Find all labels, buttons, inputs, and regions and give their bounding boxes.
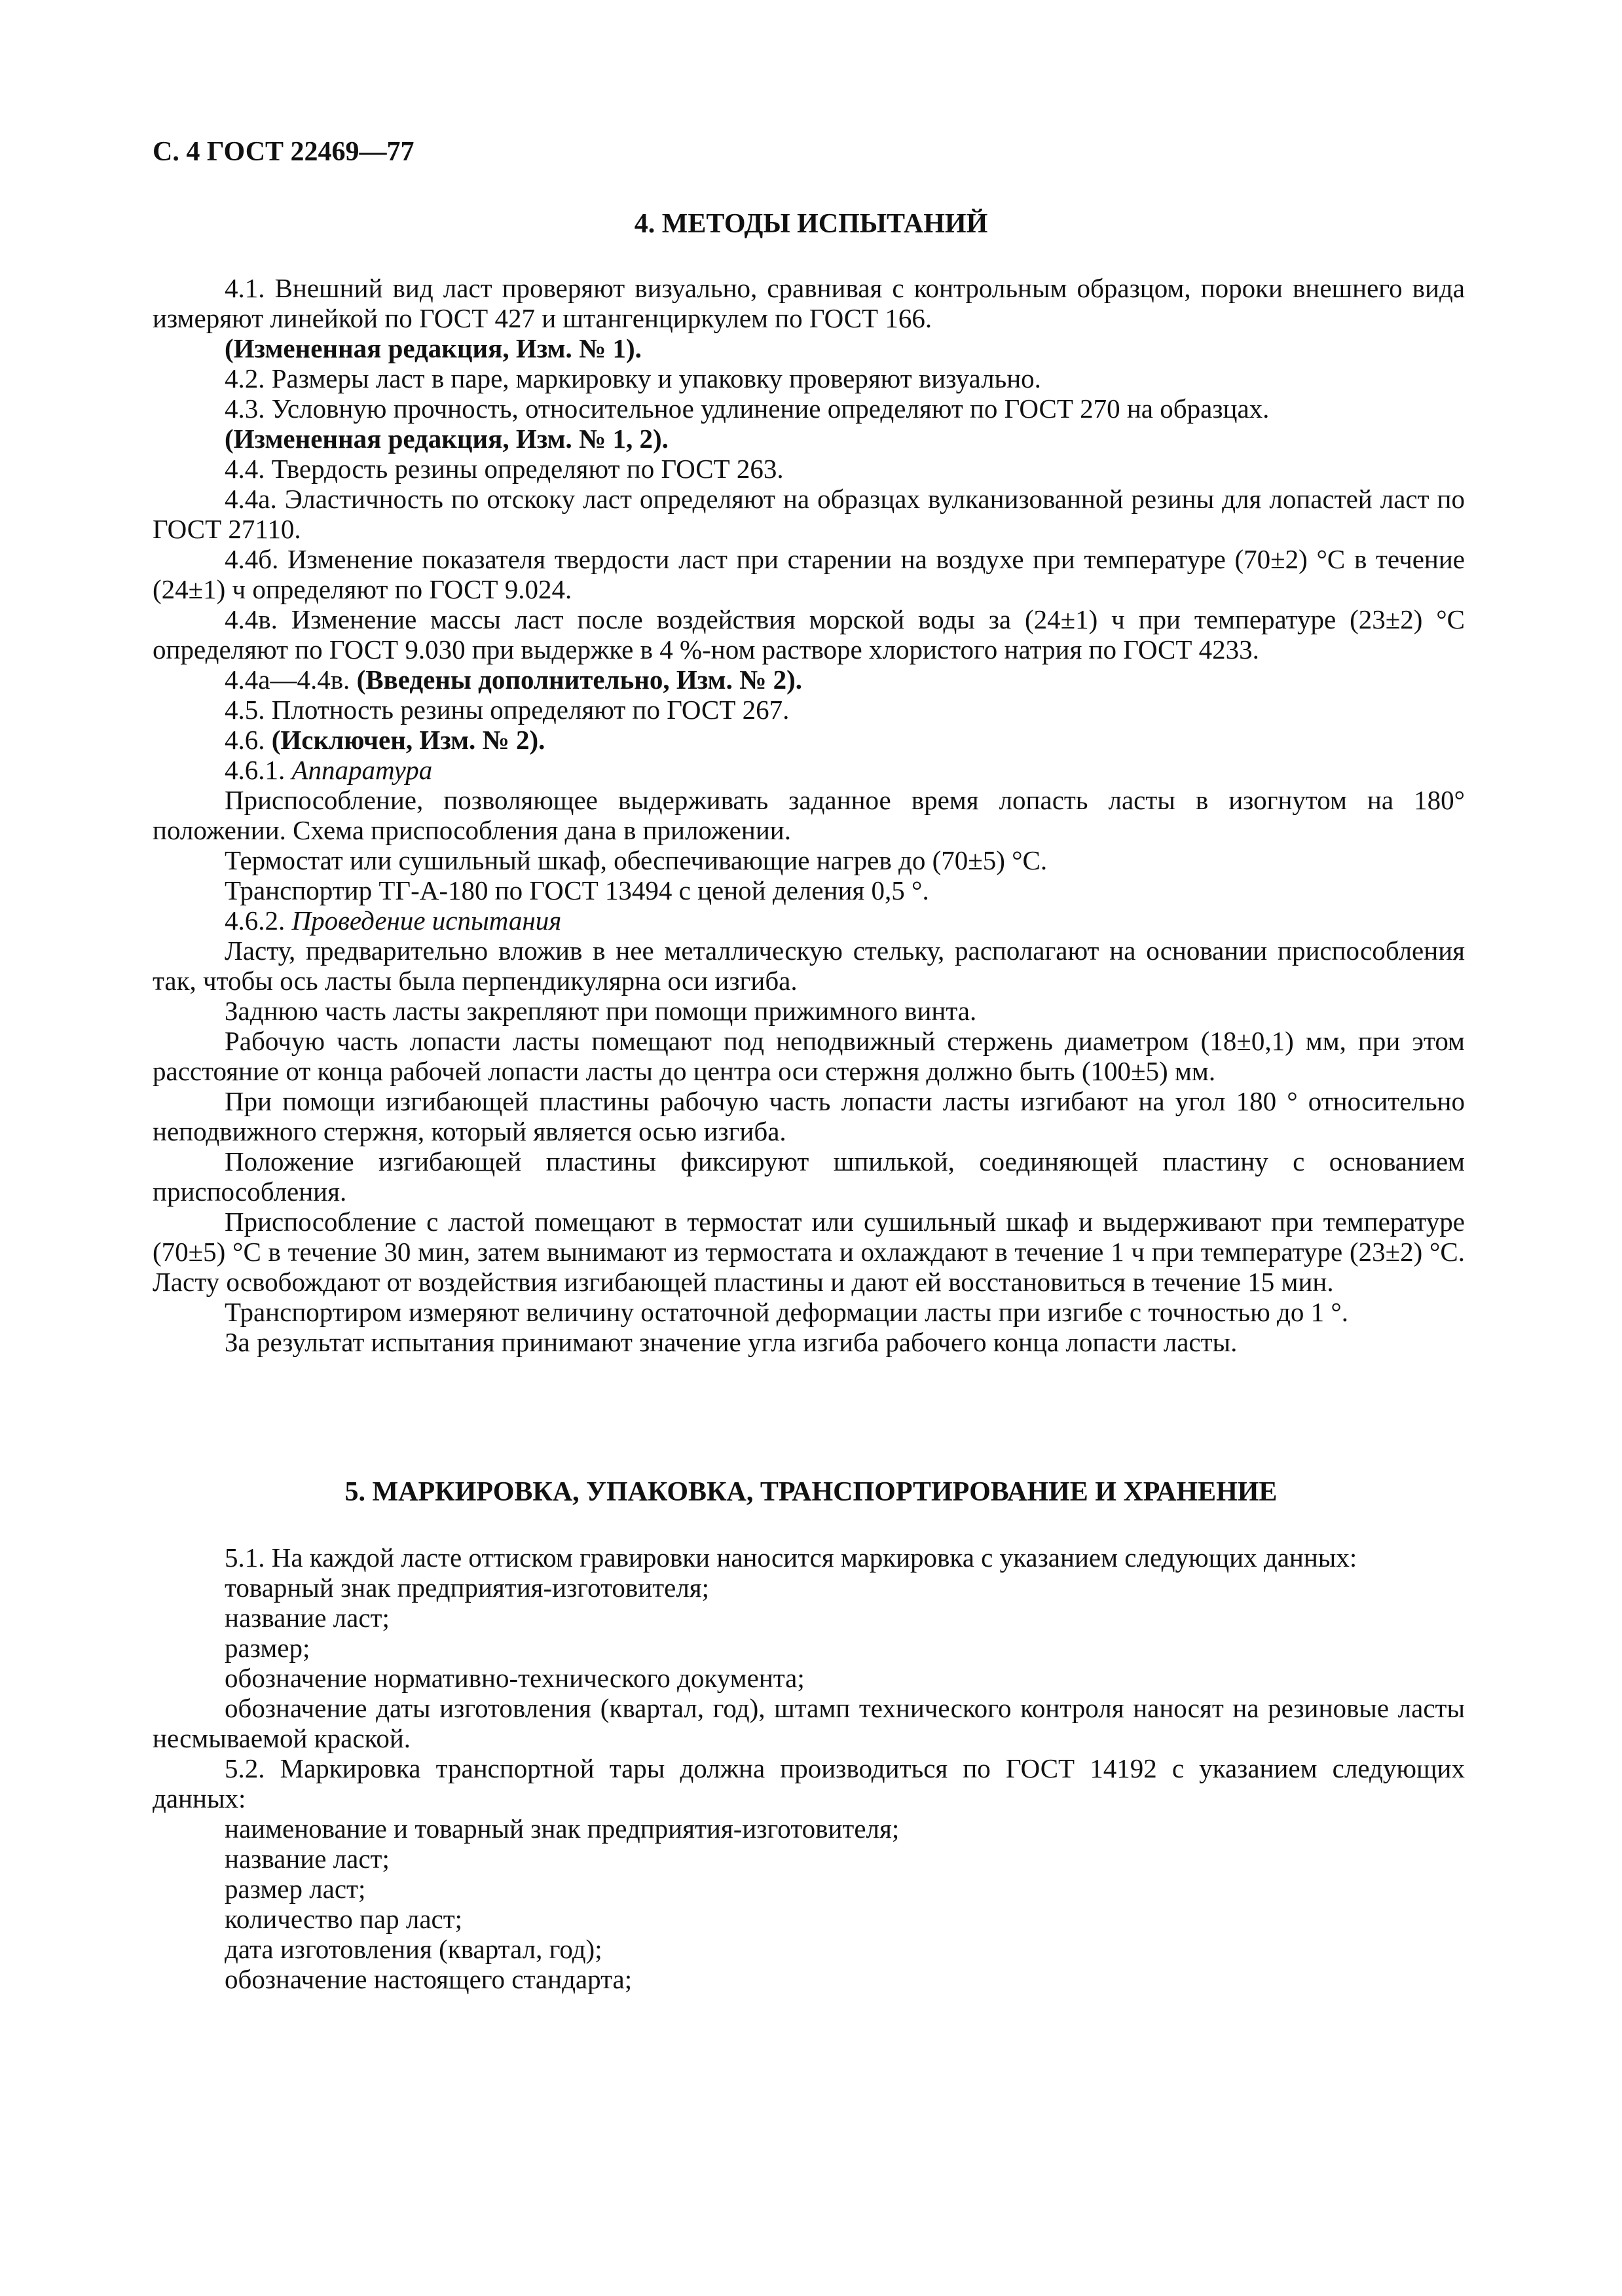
section-4-title: 4. МЕТОДЫ ИСПЫТАНИЙ xyxy=(634,209,988,239)
apparatus-item: Термостат или сушильный шкаф, обеспечивающие нагрев до (70±5) °С. xyxy=(225,845,1048,875)
section-4-body xyxy=(153,273,1465,1357)
paragraph-5-1-end: обозначение даты изготовления (квартал, год), штамп технического контроля наносят на резиновые ласты несмываемой краской. xyxy=(153,1693,1465,1753)
list-item: размер; xyxy=(225,1633,310,1663)
procedure-paragraph: Заднюю часть ласты закрепляют при помощи прижимного винта. xyxy=(225,996,977,1026)
list-item: товарный знак предприятия-изготовителя; xyxy=(225,1573,710,1603)
paragraph-4-2: 4.2. Размеры ласт в паре, маркировку и упаковку проверяют визуально. xyxy=(225,363,1041,393)
section-5-body xyxy=(153,1542,1465,1994)
list-item: название ласт; xyxy=(225,1844,390,1874)
apparatus-item: Транспортир ТГ-А-180 по ГОСТ 13494 с ценой деления 0,5 °. xyxy=(225,875,929,905)
subheading-4-6-2 xyxy=(153,905,1465,936)
subheading-4-6-1 xyxy=(153,755,1465,785)
procedure-paragraph: Рабочую часть лопасти ласты помещают под неподвижный стержень диаметром (18±0,1) мм, при этом расстояние от конца рабочей лопасти ласты до центра оси стержня должно быть (100±5) мм. xyxy=(153,1026,1465,1086)
paragraph-4-4b: 4.4б. Изменение показателя твердости ласт при старении на воздухе при температуре (70±2) °С в течение (24±1) ч определяют по ГОСТ 9.024. xyxy=(153,544,1465,604)
paragraph-4-4: 4.4. Твердость резины определяют по ГОСТ 263. xyxy=(225,454,784,484)
clause-number: 4.6.2. xyxy=(225,905,286,936)
paragraph-4-3: 4.3. Условную прочность, относительное удлинение определяют по ГОСТ 270 на образцах. xyxy=(225,393,1270,424)
procedure-paragraph: При помощи изгибающей пластины рабочую часть лопасти ласты изгибают на угол 180 ° относительно неподвижного стержня, который является осью изгиба. xyxy=(153,1086,1465,1146)
paragraph-4-1: 4.1. Внешний вид ласт проверяют визуально, сравнивая с контрольным образцом, пороки внешнего вида измеряют линейкой по ГОСТ 427 и штангенциркулем по ГОСТ 166. xyxy=(153,273,1465,333)
amendment-note: (Измененная редакция, Изм. № 1). xyxy=(225,333,642,363)
clause-number: 4.6. xyxy=(225,725,265,755)
subheading-title: Аппаратура xyxy=(291,755,433,785)
list-item: наименование и товарный знак предприятия-изготовителя; xyxy=(225,1813,900,1844)
clause-number: 4.6.1. xyxy=(225,755,286,785)
procedure-paragraph: Положение изгибающей пластины фиксируют шпилькой, соединяющей пластину с основанием приспособления. xyxy=(153,1146,1465,1207)
clause-number: 4.4а—4.4в. xyxy=(225,665,350,695)
subheading-title: Проведение испытания xyxy=(291,905,562,936)
paragraph-4-4v: 4.4в. Изменение массы ласт после воздействия морской воды за (24±1) ч при температуре (23±2) °С определяют по ГОСТ 9.030 при выдержке в 4 %-ном растворе хлористого натрия по ГОСТ 4233. xyxy=(153,604,1465,665)
procedure-paragraph: За результат испытания принимают значение угла изгиба рабочего конца лопасти ласты. xyxy=(225,1327,1238,1357)
list-item: дата изготовления (квартал, год); xyxy=(225,1934,602,1964)
list-item: обозначение настоящего стандарта; xyxy=(225,1964,633,1994)
amendment-note: (Введены дополнительно, Изм. № 2). xyxy=(356,665,802,695)
paragraph-4-4a: 4.4а. Эластичность по отскоку ласт определяют на образцах вулканизованной резины для лопастей ласт по ГОСТ 27110. xyxy=(153,484,1465,544)
list-item: название ласт; xyxy=(225,1603,390,1633)
paragraph-5-1: 5.1. На каждой ласте оттиском гравировки наносится маркировка с указанием следующих данных: xyxy=(225,1542,1357,1573)
list-item: размер ласт; xyxy=(225,1874,366,1904)
paragraph-4-4-range xyxy=(153,665,1465,695)
list-item: обозначение нормативно-технического документа; xyxy=(225,1663,805,1693)
apparatus-item: Приспособление, позволяющее выдерживать заданное время лопасть ласты в изогнутом на 180° положении. Схема приспособления дана в приложении. xyxy=(153,785,1465,845)
procedure-paragraph: Приспособление с ластой помещают в термостат или сушильный шкаф и выдерживают при температуре (70±5) °С в течение 30 мин, затем вынимают из термостата и охлаждают в течение 1 ч при температуре (23±2) °С. Ласту освобождают от воздействия изгибающей пластины и дают ей восстановиться в течение 15 мин. xyxy=(153,1207,1465,1297)
paragraph-5-2: 5.2. Маркировка транспортной тары должна производиться по ГОСТ 14192 с указанием следующих данных: xyxy=(153,1753,1465,1813)
paragraph-4-5: 4.5. Плотность резины определяют по ГОСТ 267. xyxy=(225,695,790,725)
amendment-note: (Исключен, Изм. № 2). xyxy=(271,725,545,755)
section-5-title: 5. МАРКИРОВКА, УПАКОВКА, ТРАНСПОРТИРОВАНИЕ И ХРАНЕНИЕ xyxy=(344,1477,1278,1507)
paragraph-4-6 xyxy=(153,725,1465,755)
list-item: количество пар ласт; xyxy=(225,1904,463,1934)
amendment-note: (Измененная редакция, Изм. № 1, 2). xyxy=(225,424,669,454)
procedure-paragraph: Ласту, предварительно вложив в нее металлическую стельку, располагают на основании приспособления так, чтобы ось ласты была перпендикулярна оси изгиба. xyxy=(153,936,1465,996)
procedure-paragraph: Транспортиром измеряют величину остаточной деформации ласты при изгибе с точностью до 1 °. xyxy=(225,1297,1348,1327)
running-header: С. 4 ГОСТ 22469—77 xyxy=(153,137,415,167)
